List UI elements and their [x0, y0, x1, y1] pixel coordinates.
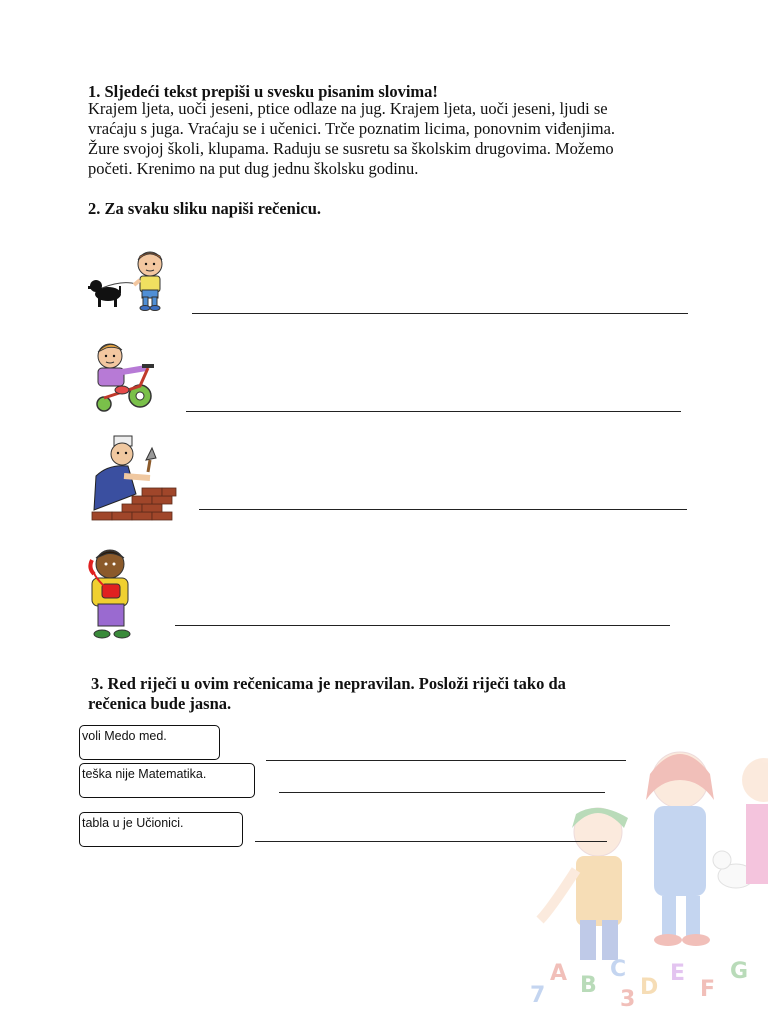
- answer-line-picture-1[interactable]: [192, 313, 688, 314]
- task1-line-2: vraćaju s juga. Vraćaju se i učenici. Trče poznatim licima, ponovnim viđenjima.: [88, 119, 616, 138]
- child-on-tricycle-picture: [92, 338, 158, 416]
- scrambled-sentence-1: voli Medo med.: [82, 729, 167, 743]
- boy-on-telephone-picture: [84, 546, 144, 642]
- task3-heading: [88, 674, 566, 714]
- answer-line-sentence-1[interactable]: [266, 760, 626, 761]
- task1-line-1: Krajem ljeta, uoči jeseni, ptice odlaze na jug. Krajem ljeta, uoči jeseni, ljudi se: [88, 99, 608, 118]
- svg-text:F: F: [700, 977, 716, 1002]
- svg-text:D: D: [640, 975, 659, 1000]
- bricklayer-picture: [88, 434, 180, 524]
- task3-heading-line-2: rečenica bude jasna.: [88, 694, 232, 713]
- task1-line-4: početi. Krenimo na put dug jednu školsku godinu.: [88, 159, 419, 178]
- svg-text:G: G: [730, 959, 749, 984]
- task1-heading: 1. Sljedeći tekst prepiši u svesku pisanim slovima!: [88, 82, 438, 101]
- answer-line-picture-2[interactable]: [186, 411, 681, 412]
- children-background-illustration: [510, 740, 768, 1010]
- svg-text:B: B: [580, 973, 597, 998]
- answer-line-picture-4[interactable]: [175, 625, 670, 626]
- scrambled-sentence-3: tabla u je Učionici.: [82, 816, 184, 830]
- svg-text:A: A: [550, 961, 568, 986]
- answer-line-sentence-3[interactable]: [255, 841, 607, 842]
- svg-text:3: 3: [620, 987, 636, 1012]
- answer-line-picture-3[interactable]: [199, 509, 687, 510]
- scrambled-sentence-box-3: [79, 812, 243, 847]
- task1-text: [88, 99, 688, 179]
- svg-text:C: C: [610, 957, 627, 982]
- svg-text:7: 7: [530, 983, 546, 1008]
- scrambled-sentence-2: teška nije Matematika.: [82, 767, 207, 781]
- svg-text:E: E: [670, 961, 686, 986]
- task1-line-3: Žure svojoj školi, klupama. Raduju se susretu sa školskim drugovima. Možemo: [88, 139, 614, 158]
- task2-heading: 2. Za svaku sliku napiši rečenicu.: [88, 199, 322, 218]
- scrambled-sentence-box-2: [79, 763, 255, 798]
- boy-walking-dog-picture: [84, 250, 174, 312]
- answer-line-sentence-2[interactable]: [279, 792, 605, 793]
- scrambled-sentence-box-1: [79, 725, 220, 760]
- task3-heading-line-1: 3. Red riječi u ovim rečenicama je nepravilan. Posloži riječi tako da: [91, 674, 566, 693]
